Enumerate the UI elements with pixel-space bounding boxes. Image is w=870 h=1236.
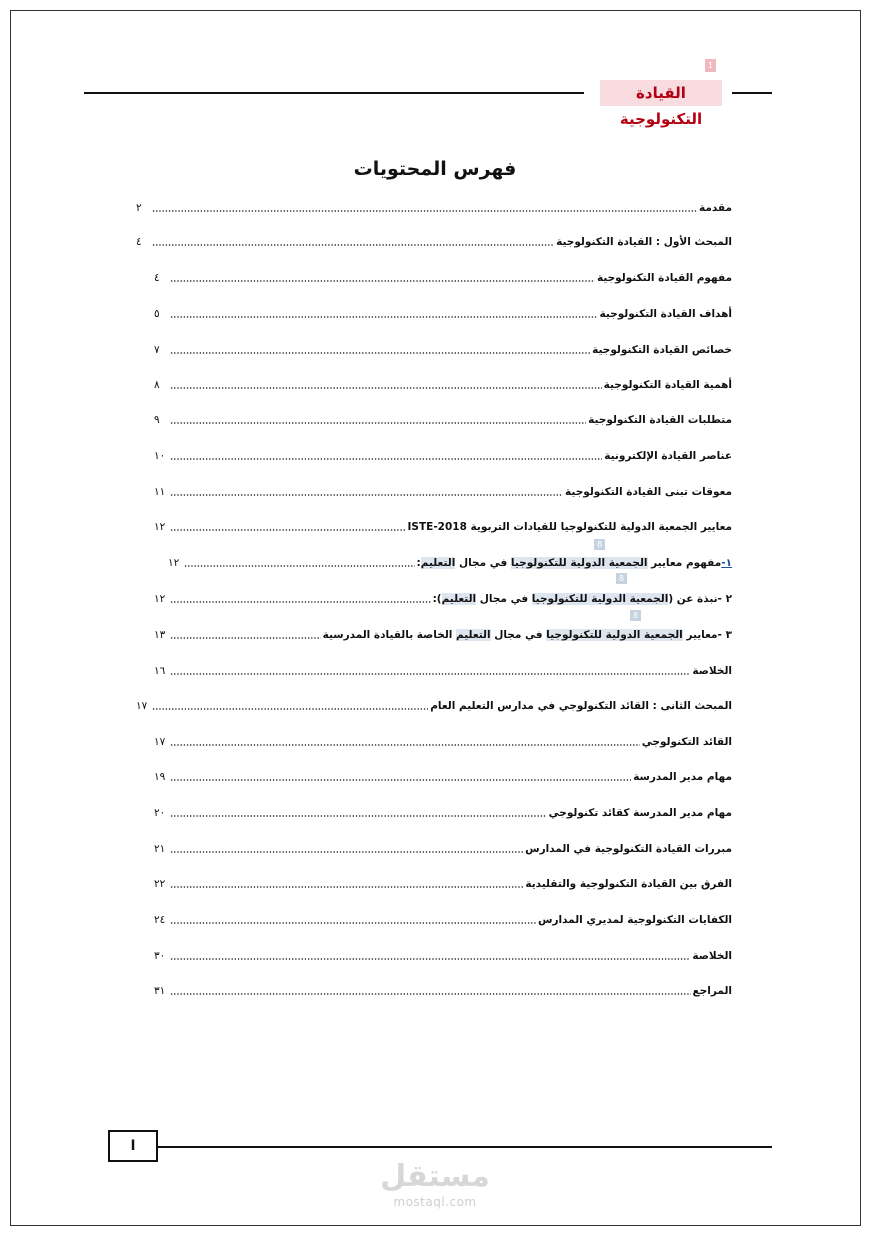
toc-entry-label: مقدمة: [699, 202, 732, 214]
toc-entry-page: ٢٠: [154, 807, 166, 819]
toc-entry-label: مهام مدير المدرسة كقائد تكنولوجي: [548, 807, 732, 819]
toc-entry[interactable]: [168, 553, 732, 573]
toc-entry[interactable]: [154, 482, 732, 502]
toc-entry-label: الخلاصة: [692, 950, 732, 962]
toc-entry[interactable]: [154, 446, 732, 466]
toc-entry-label: خصائص القيادة التكنولوجية: [592, 344, 732, 356]
dot-leader: [170, 673, 690, 675]
toc-entry[interactable]: [154, 874, 732, 894]
toc-entry[interactable]: [154, 625, 732, 645]
dot-leader: [170, 387, 602, 389]
toc-entry-label: المراجع: [692, 985, 732, 997]
toc-entry[interactable]: [154, 410, 732, 430]
toc-entry-label: متطلبات القيادة التكنولوجية: [588, 414, 732, 426]
running-header-title: القيادة التكنولوجية: [600, 80, 722, 106]
dot-leader: [170, 280, 595, 282]
comment-marker[interactable]: 8: [594, 539, 605, 550]
toc-entry-label: مفهوم القيادة التكنولوجية: [596, 272, 732, 284]
toc-entry-page: ٢١: [154, 843, 166, 855]
dot-leader: [170, 958, 690, 960]
toc-entry-page: ٩: [154, 414, 160, 426]
toc-entry-label: الخلاصة: [692, 665, 732, 677]
page-number: ا: [130, 1138, 136, 1154]
dot-leader: [170, 529, 406, 531]
toc-entry[interactable]: [154, 981, 732, 1001]
toc-entry-page: ٢: [136, 202, 142, 214]
highlighted-text: الجمعية الدولية للتكنولوجيا: [531, 593, 669, 605]
dot-leader: [170, 993, 691, 995]
toc-entry[interactable]: [154, 767, 732, 787]
dot-leader: [170, 851, 523, 853]
toc-entry-label: ٢ -نبذة عن (الجمعية الدولية للتكنولوجيا في مجال التعليم):: [432, 593, 732, 605]
toc-entry-label: مهام مدير المدرسة: [633, 771, 732, 783]
dot-leader: [170, 494, 563, 496]
toc-entry-label: مبررات القيادة التكنولوجية في المدارس: [525, 843, 732, 855]
toc-entry[interactable]: [154, 589, 732, 609]
toc-entry[interactable]: [136, 198, 732, 218]
toc-entry[interactable]: [154, 375, 732, 395]
dot-leader: [152, 210, 697, 212]
toc-entry[interactable]: [154, 661, 732, 681]
toc-entry-label: أهمية القيادة التكنولوجية: [603, 379, 732, 391]
footer-rule: [158, 1146, 772, 1148]
dot-leader: [170, 422, 586, 424]
toc-entry-page: ٢٢: [154, 878, 166, 890]
comment-marker[interactable]: 1: [705, 59, 716, 72]
dot-leader: [170, 601, 431, 603]
toc-entry-label: معوقات تبنى القيادة التكنولوجية: [565, 486, 732, 498]
highlighted-text: الجمعية الدولية للتكنولوجيا: [510, 557, 648, 569]
toc-entry-page: ١٢: [154, 593, 166, 605]
list-number-link[interactable]: ١-: [721, 557, 732, 569]
dot-leader: [170, 886, 523, 888]
dot-leader: [170, 779, 631, 781]
toc-entry-page: ١٠: [154, 450, 166, 462]
watermark-url: mostaql.com: [393, 1195, 477, 1209]
toc-heading: فهرس المحتويات: [353, 158, 517, 180]
toc-entry-page: ٢٤: [154, 914, 166, 926]
toc-entry-label: المبحث الثانى : القائد التكنولوجي في مدارس التعليم العام: [430, 700, 732, 712]
toc-entry-label: ١-مفهوم معايير الجمعية الدولية للتكنولوجيا في مجال التعليم:: [416, 557, 732, 569]
toc-entry-page: ١٧: [154, 736, 166, 748]
toc-entry-label: أهداف القيادة التكنولوجية: [599, 308, 732, 320]
toc-entry-label: الكفايات التكنولوجية لمديري المدارس: [537, 914, 732, 926]
dot-leader: [170, 316, 597, 318]
toc-entry[interactable]: [154, 340, 732, 360]
toc-entry-page: ٣٠: [154, 950, 166, 962]
toc-entry-page: ١٣: [154, 629, 166, 641]
highlighted-text: التعليم: [456, 629, 491, 641]
toc-entry[interactable]: [154, 732, 732, 752]
dot-leader: [152, 708, 428, 710]
toc-entry-page: ٣١: [154, 985, 166, 997]
toc-entry-label: معايير الجمعية الدولية للتكنولوجيا للقيادات التربوية ISTE-2018: [407, 521, 732, 533]
toc-entry-page: ١٢: [154, 521, 166, 533]
comment-marker[interactable]: 8: [630, 610, 641, 621]
toc-entry[interactable]: [154, 910, 732, 930]
toc-entry[interactable]: [136, 696, 732, 716]
toc-entry[interactable]: [136, 232, 732, 252]
toc-entry-page: ٧: [154, 344, 160, 356]
dot-leader: [170, 922, 536, 924]
comment-marker[interactable]: 8: [616, 573, 627, 584]
toc-entry[interactable]: [154, 304, 732, 324]
highlighted-text: التعليم: [441, 593, 477, 605]
toc-entry[interactable]: [154, 268, 732, 288]
toc-entry-page: ١٩: [154, 771, 166, 783]
toc-entry-page: ٤: [154, 272, 160, 284]
toc-entry[interactable]: [154, 946, 732, 966]
toc-entry-page: ٥: [154, 308, 160, 320]
toc-entry[interactable]: [154, 839, 732, 859]
watermark-logo: مستقل: [380, 1159, 490, 1194]
page-number-box: [108, 1130, 158, 1162]
dot-leader: [170, 352, 590, 354]
dot-leader: [170, 815, 547, 817]
toc-entry[interactable]: [154, 517, 732, 537]
dot-leader: [170, 637, 321, 639]
highlighted-text: التعليم: [420, 557, 456, 569]
toc-entry-label: الفرق بين القيادة التكنولوجية والتقليدية: [525, 878, 732, 890]
dot-leader: [170, 458, 602, 460]
toc-entry-page: ١٦: [154, 665, 166, 677]
toc-entry-page: ٤: [136, 236, 142, 248]
dot-leader: [152, 244, 554, 246]
toc-entry-page: ٨: [154, 379, 160, 391]
toc-entry-label: عناصر القيادة الإلكترونية: [604, 450, 732, 462]
toc-entry-label: ٣ -معايير الجمعية الدولية للتكنولوجيا في مجال التعليم الخاصة بالقيادة المدرسية: [322, 629, 732, 641]
highlighted-text: الجمعية الدولية للتكنولوجيا: [546, 629, 683, 641]
dot-leader: [184, 565, 415, 567]
dot-leader: [170, 744, 640, 746]
toc-entry-label: القائد التكنولوجي: [641, 736, 732, 748]
toc-entry-label: المبحث الأول : القيادة التكنولوجية: [556, 236, 732, 248]
toc-entry-page: ١٧: [136, 700, 148, 712]
toc-entry-page: ١٢: [168, 557, 180, 569]
toc-entry[interactable]: [154, 803, 732, 823]
toc-entry-page: ١١: [154, 486, 166, 498]
